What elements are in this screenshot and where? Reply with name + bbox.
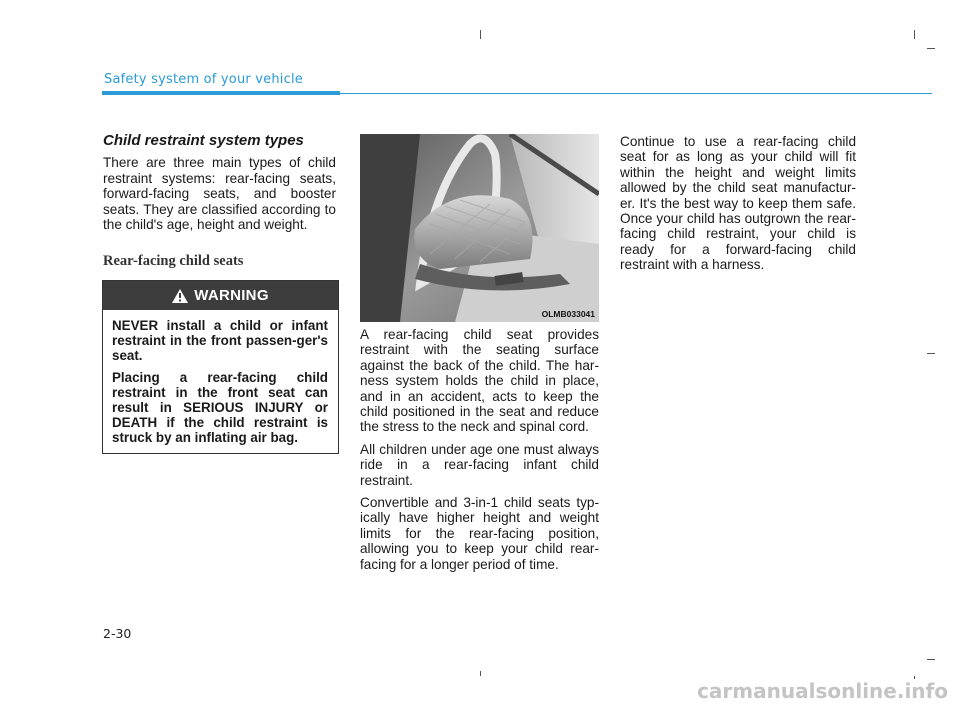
page-number: 2-30 (103, 626, 132, 641)
body-paragraph: A rear-facing child seat provides restraint with the seating surface against the back of the child. The har-ness system holds the child in place, and in an accident, acts to keep the child positioned in the seat and reduce the stress to the neck and spinal cord. (360, 327, 599, 435)
section-title: Safety system of your vehicle (104, 72, 303, 87)
middle-column (360, 327, 599, 579)
warning-text: NEVER install a child or infant restraint in the front passen-ger's seat. (112, 318, 328, 364)
warning-body (103, 310, 338, 446)
right-column (620, 134, 856, 280)
body-paragraph: Continue to use a rear-facing child seat for as long as your child will fit within the height and weight limits allowed by the child seat manufactur-er. It's the best way to keep them safe. Once your child has outgrown the rear-facing child restraint, your child is ready for a forward-facing child restraint with a harness. (620, 134, 856, 273)
crop-mark (480, 671, 481, 676)
warning-header (103, 281, 338, 310)
watermark: carmanualsonline.info (697, 679, 948, 703)
rear-facing-seat-image (360, 134, 599, 322)
left-column (103, 133, 336, 239)
warning-text: Placing a rear-facing child restraint in the front seat can result in SERIOUS INJURY or DEATH if the child restraint is struck by an inflating air bag. (112, 369, 328, 446)
crop-mark (927, 48, 935, 49)
crop-mark (914, 30, 915, 39)
warning-label: WARNING (194, 287, 269, 304)
rear-facing-heading: Rear-facing child seats (103, 253, 244, 269)
warning-triangle-icon (172, 289, 188, 303)
intro-paragraph: There are three main types of child restraint systems: rear-facing seats, forward-facing seats, and booster seats. They are classified according to the child's age, height and weight. (103, 155, 336, 233)
header-rule-accent (102, 91, 340, 95)
figure-code: OLMB033041 (541, 309, 595, 319)
body-paragraph: Convertible and 3-in-1 child seats typ-ically have higher height and weight limits for the rear-facing position, allowing you to keep your child rear-facing for a longer period of time. (360, 495, 599, 572)
child-seat-illustration (360, 134, 599, 322)
crop-mark (927, 353, 935, 354)
body-paragraph: All children under age one must always ride in a rear-facing infant child restraint. (360, 441, 599, 488)
warning-box (102, 280, 339, 454)
header-rule (340, 93, 932, 94)
subsection-title: Child restraint system types (103, 132, 304, 149)
crop-mark (927, 659, 935, 660)
crop-mark (480, 30, 481, 39)
